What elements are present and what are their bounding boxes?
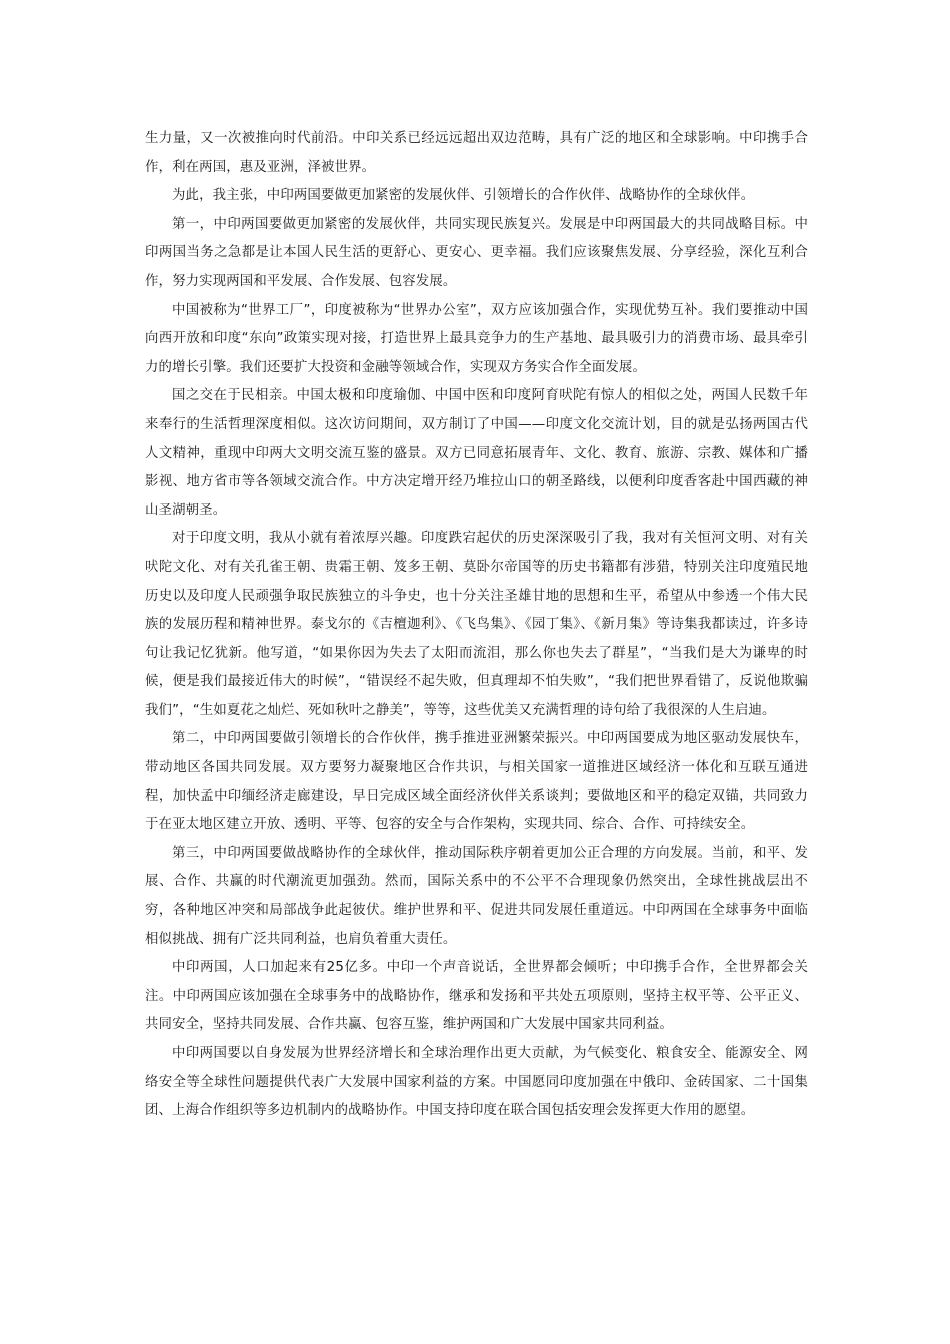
paragraph: 第二，中印两国要做引领增长的合作伙伴，携手推进亚洲繁荣振兴。中印两国要成为地区驱动发展快车，带动地区各国共同发展。双方要努力凝聚地区合作共识，与相关国家一道推进区域经济一体化和互联互通进程，加快孟中印缅经济走廊建设，早日完成区域全面经济伙伴关系谈判；要做地区和平的稳定双锚，共同致力于在亚太地区建立开放、透明、平等、包容的安全与合作架构，实现共同、综合、合作、可持续安全。 [145, 731, 808, 833]
paragraph: 中印两国，人口加起来有25亿多。中印一个声音说话，全世界都会倾听；中印携手合作，全世界都会关注。中印两国应该加强在全球事务中的战略协作，继承和发扬和平共处五项原则，坚持主权平等、公平正义、共同安全，坚持共同发展、合作共赢、包容互鉴，维护两国和广大发展中国家共同利益。 [145, 960, 808, 1033]
paragraph: 国之交在于民相亲。中国太极和印度瑜伽、中国中医和印度阿育吠陀有惊人的相似之处，两国人民数千年来奉行的生活哲理深度相似。这次访问期间，双方制订了中国——印度文化交流计划，目的就是弘扬两国古代人文精神，重现中印两大文明交流互鉴的盛景。双方已同意拓展青年、文化、教育、旅游、宗教、媒体和广播影视、地方省市等各领域交流合作。中方决定增开经乃堆拉山口的朝圣路线，以便利印度香客赴中国西藏的神山圣湖朝圣。 [145, 388, 808, 518]
paragraph: 中印两国要以自身发展为世界经济增长和全球治理作出更大贡献，为气候变化、粮食安全、能源安全、网络安全等全球性问题提供代表广大发展中国家利益的方案。中国愿同印度加强在中俄印、金砖国家、二十国集团、上海合作组织等多边机制内的战略协作。中国支持印度在联合国包括安理会发挥更大作用的愿望。 [145, 1046, 808, 1119]
article-body [145, 125, 808, 1126]
paragraph: 第一，中印两国要做更加紧密的发展伙伴，共同实现民族复兴。发展是中印两国最大的共同战略目标。中印两国当务之急都是让本国人民生活的更舒心、更安心、更幸福。我们应该聚焦发展、分享经验，深化互利合作，努力实现两国和平发展、合作发展、包容发展。 [145, 216, 808, 289]
paragraph: 为此，我主张，中印两国要做更加紧密的发展伙伴、引领增长的合作伙伴、战略协作的全球伙伴。 [172, 188, 755, 204]
paragraph: 第三，中印两国要做战略协作的全球伙伴，推动国际秩序朝着更加公正合理的方向发展。当前，和平、发展、合作、共赢的时代潮流更加强劲。然而，国际关系中的不公平不合理现象仍然突出，全球性挑战层出不穷，各种地区冲突和局部战争此起彼伏。维护世界和平、促进共同发展任重道远。中印两国在全球事务中面临相似挑战、拥有广泛共同利益，也肩负着重大责任。 [145, 845, 808, 947]
paragraph-continued: 生力量，又一次被推向时代前沿。中印关系已经远远超出双边范畴，具有广泛的地区和全球影响。中印携手合作，利在两国，惠及亚洲，泽被世界。 [145, 131, 808, 175]
paragraph: 中国被称为“世界工厂”，印度被称为“世界办公室”，双方应该加强合作，实现优势互补。我们要推动中国向西开放和印度“东向”政策实现对接，打造世界上最具竞争力的生产基地、最具吸引力的消费市场、最具牵引力的增长引擎。我们还要扩大投资和金融等领域合作，实现双方务实合作全面发展。 [145, 302, 808, 375]
paragraph: 对于印度文明，我从小就有着浓厚兴趣。印度跌宕起伏的历史深深吸引了我，我对有关恒河文明、对有关吠陀文化、对有关孔雀王朝、贵霜王朝、笈多王朝、莫卧尔帝国等的历史书籍都有涉猎，特别关注印度殖民地历史以及印度人民顽强争取民族独立的斗争史，也十分关注圣雄甘地的思想和生平，希望从中参透一个伟大民族的发展历程和精神世界。泰戈尔的《吉檀迦利》、《飞鸟集》、《园丁集》、《新月集》等诗集我都读过，许多诗句让我记忆犹新。他写道，“如果你因为失去了太阳而流泪，那么你也失去了群星”，“当我们是大为谦卑的时候，便是我们最接近伟大的时候”，“错误经不起失败，但真理却不怕失败”，“我们把世界看错了，反说他欺骗我们”，“生如夏花之灿烂、死如秋叶之静美”，等等，这些优美又充满哲理的诗句给了我很深的人生启迪。 [145, 531, 808, 718]
